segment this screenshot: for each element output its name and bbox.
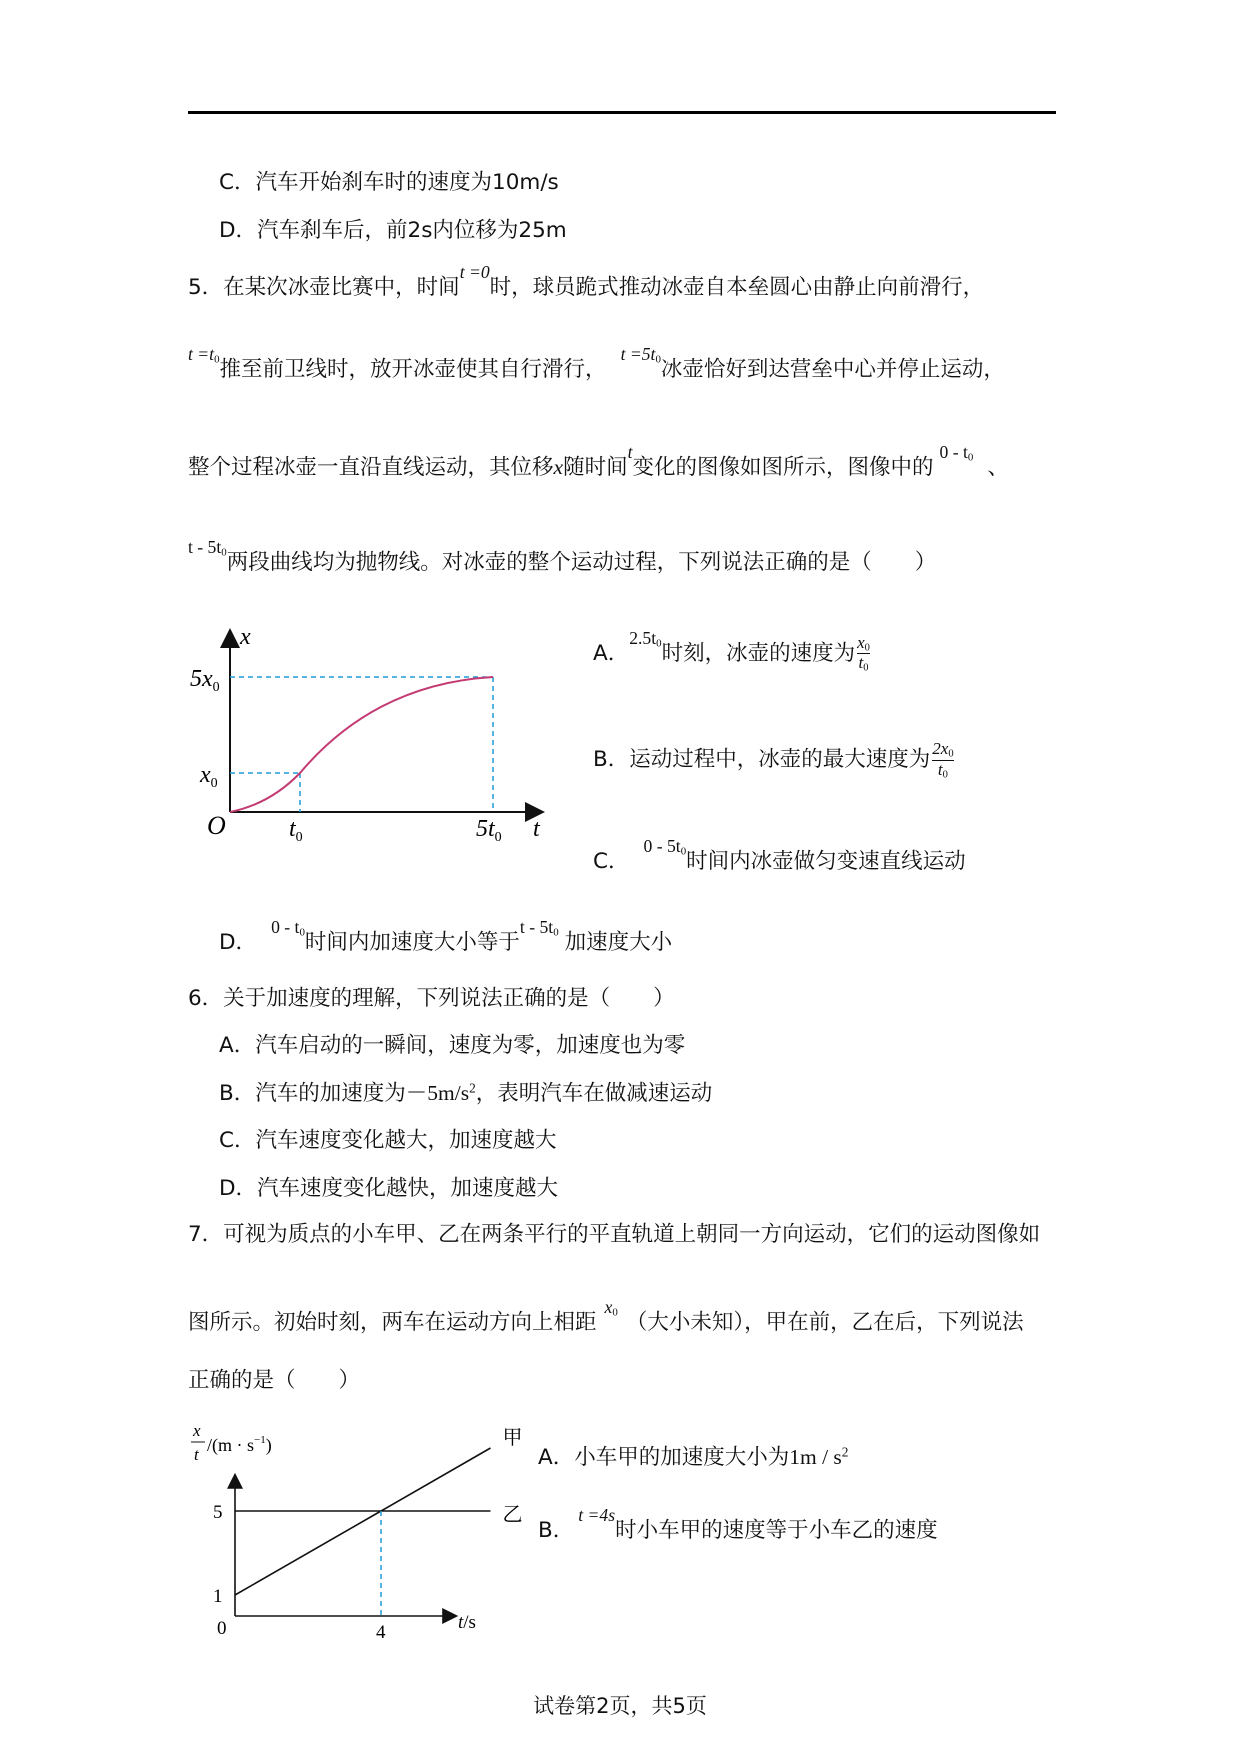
q7-x-tick-4: 4 xyxy=(376,1622,386,1643)
q5-xt-graph xyxy=(185,622,555,852)
q5-x-axis-label: t xyxy=(533,816,540,842)
q7-series-label-yi: 乙 xyxy=(502,1504,523,1526)
q7-xt-over-t-graph xyxy=(185,1418,523,1648)
q5-optA-fraction: $\frac{x_0}{t_0}$ xyxy=(857,632,870,674)
q7-stem-line3: 正确的是（ ） xyxy=(188,1368,361,1393)
q7-stem-line1: 7．可视为质点的小车甲、乙在两条平行的平直轨道上朝同一方向运动，它们的运动图像如 xyxy=(188,1222,1041,1247)
q7-series-line-jia xyxy=(235,1448,491,1595)
q5-optB-fraction: $\frac{2x_0}{t_0}$ xyxy=(932,739,954,781)
q6-option-d: D．汽车速度变化越快，加速度越大 xyxy=(219,1176,559,1201)
q7-y-label-den: t xyxy=(194,1445,199,1464)
q7-series-label-jia: 甲 xyxy=(502,1427,523,1449)
q7-y-tick-1: 1 xyxy=(213,1586,223,1607)
q5-origin-label: O xyxy=(207,811,226,840)
q6-option-c: C．汽车速度变化越大，加速度越大 xyxy=(219,1128,557,1153)
q5-option-a: A．$^{2.5t_0}$时刻，冰壶的速度为 $\frac{x_0}{t_0}$ xyxy=(593,628,870,674)
q5-stem-line2: $^{t =t_0}$推至前卫线时，放开冰壶使其自行滑行，$^{t =5t_0}$冰壶恰好到达营垒中心并停止运动， xyxy=(188,344,1005,382)
q6-option-b: B．汽车的加速度为$-5m/s^2$，表明汽车在做减速运动 xyxy=(219,1080,713,1106)
q5-y-axis-label: x xyxy=(240,624,251,650)
q7-origin-label: 0 xyxy=(217,1618,227,1639)
q7-option-b: B．$^{t =4s}$时小车甲的速度等于小车乙的速度 xyxy=(538,1505,938,1543)
q5-x-tick-5t0: $5t_0$ xyxy=(476,816,502,845)
q7-stem-line2: 图所示。初始时刻，两车在运动方向上相距$^{x_0}$ （大小未知），甲在前，乙在后，下列说法 xyxy=(188,1297,1024,1335)
q6-stem: 6．关于加速度的理解，下列说法正确的是（ ） xyxy=(188,986,675,1011)
math-t-eq-0: t =0 xyxy=(459,262,490,282)
q5-x-tick-t0: $t_0$ xyxy=(289,816,303,845)
q5-stem-line4: $^{t - 5t_0}$两段曲线均为抛物线。对冰壶的整个运动过程，下列说法正确的是（ ） xyxy=(188,537,937,575)
q7-y-unit: $/(m \cdot s^{-1})$ xyxy=(207,1434,272,1455)
q4-option-c: C．汽车开始刹车时的速度为10m/s xyxy=(219,170,559,195)
q7-option-a: A．小车甲的加速度大小为$1m / s^2$ xyxy=(538,1444,849,1470)
q5-option-d: D．$^{0 - t_0}$时间内加速度大小等于$^{t - 5t_0}$ 加速度大小 xyxy=(219,917,673,955)
q5-stem-line1: 5．在某次冰壶比赛中，时间$^{t =0}$时，球员跪式推动冰壶自本垒圆心由静止向前滑行， xyxy=(188,262,985,300)
q7-y-label-num: x xyxy=(193,1421,201,1440)
q4-option-d: D．汽车刹车后，前2s内位移为25m xyxy=(219,218,567,243)
q7-y-tick-5: 5 xyxy=(213,1502,223,1523)
q5-option-c: C．$^{0 - 5t_0}$时间内冰壶做匀变速直线运动 xyxy=(593,836,966,874)
q5-xt-curve xyxy=(230,677,493,812)
q7-x-axis-label: t/s xyxy=(458,1612,476,1633)
page-footer: 试卷第2页，共5页 xyxy=(533,1694,707,1718)
q5-y-tick-5x0: $5x_0$ xyxy=(190,666,220,695)
q6-option-a: A．汽车启动的一瞬间，速度为零，加速度也为零 xyxy=(219,1033,686,1058)
q5-option-b: B．运动过程中，冰壶的最大速度为 $\frac{2x_0}{t_0}$ xyxy=(593,739,954,781)
q5-y-tick-x0: $x_0$ xyxy=(200,762,218,791)
header-rule xyxy=(188,111,1056,114)
q5-stem-line3: 整个过程冰壶一直沿直线运动，其位移x随时间$^t$变化的图像如图所示，图像中的$^{0 - t_0}$ 、 xyxy=(188,442,1009,480)
